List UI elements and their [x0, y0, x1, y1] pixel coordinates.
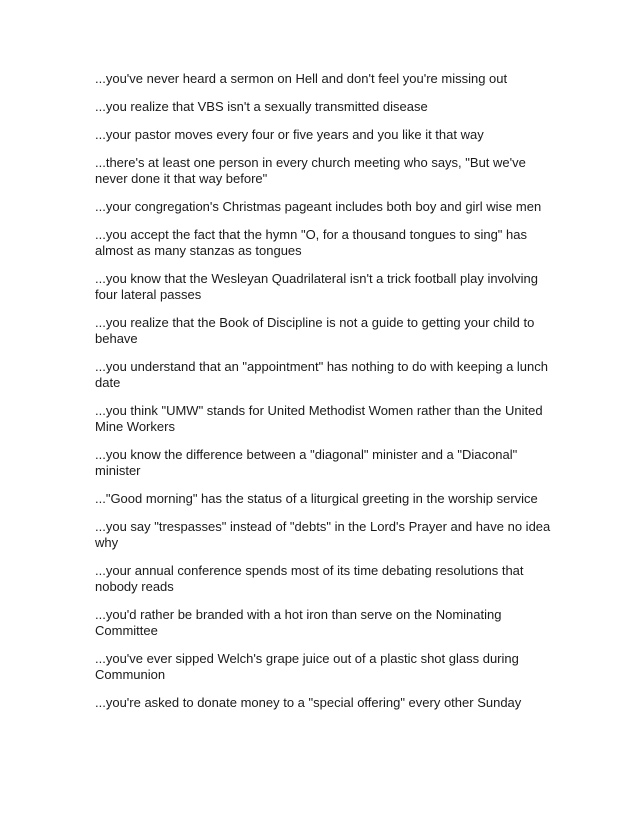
list-item: ...you'd rather be branded with a hot iron than serve on the Nominating Committee: [95, 607, 502, 638]
list-item: ...you've ever sipped Welch's grape juice out of a plastic shot glass during Communion: [95, 651, 519, 682]
list-item: ...you realize that VBS isn't a sexually transmitted disease: [95, 99, 428, 114]
list-item: ...you say "trespasses" instead of "debts" in the Lord's Prayer and have no idea why: [95, 519, 551, 550]
statement-list: [95, 71, 555, 723]
list-item: ...you know the difference between a "diagonal" minister and a "Diaconal" minister: [95, 447, 518, 478]
list-item: ..."Good morning" has the status of a liturgical greeting in the worship service: [95, 491, 538, 506]
list-item: ...you're asked to donate money to a "special offering" every other Sunday: [95, 695, 522, 710]
list-item: ...you understand that an "appointment" has nothing to do with keeping a lunch date: [95, 359, 548, 390]
list-item: ...your pastor moves every four or five years and you like it that way: [95, 127, 484, 142]
list-item: ...you accept the fact that the hymn "O, for a thousand tongues to sing" has almost as many stanzas as tongues: [95, 227, 527, 258]
list-item: ...you think "UMW" stands for United Methodist Women rather than the United Mine Workers: [95, 403, 543, 434]
list-item: ...you know that the Wesleyan Quadrilateral isn't a trick football play involving four lateral passes: [95, 271, 539, 302]
list-item: ...you realize that the Book of Discipline is not a guide to getting your child to behave: [95, 315, 535, 346]
list-item: ...your congregation's Christmas pageant includes both boy and girl wise men: [95, 199, 542, 214]
list-item: ...you've never heard a sermon on Hell and don't feel you're missing out: [95, 71, 508, 86]
list-item: ...your annual conference spends most of its time debating resolutions that nobody reads: [95, 563, 524, 594]
list-item: ...there's at least one person in every church meeting who says, "But we've never done it that way before": [95, 155, 526, 186]
